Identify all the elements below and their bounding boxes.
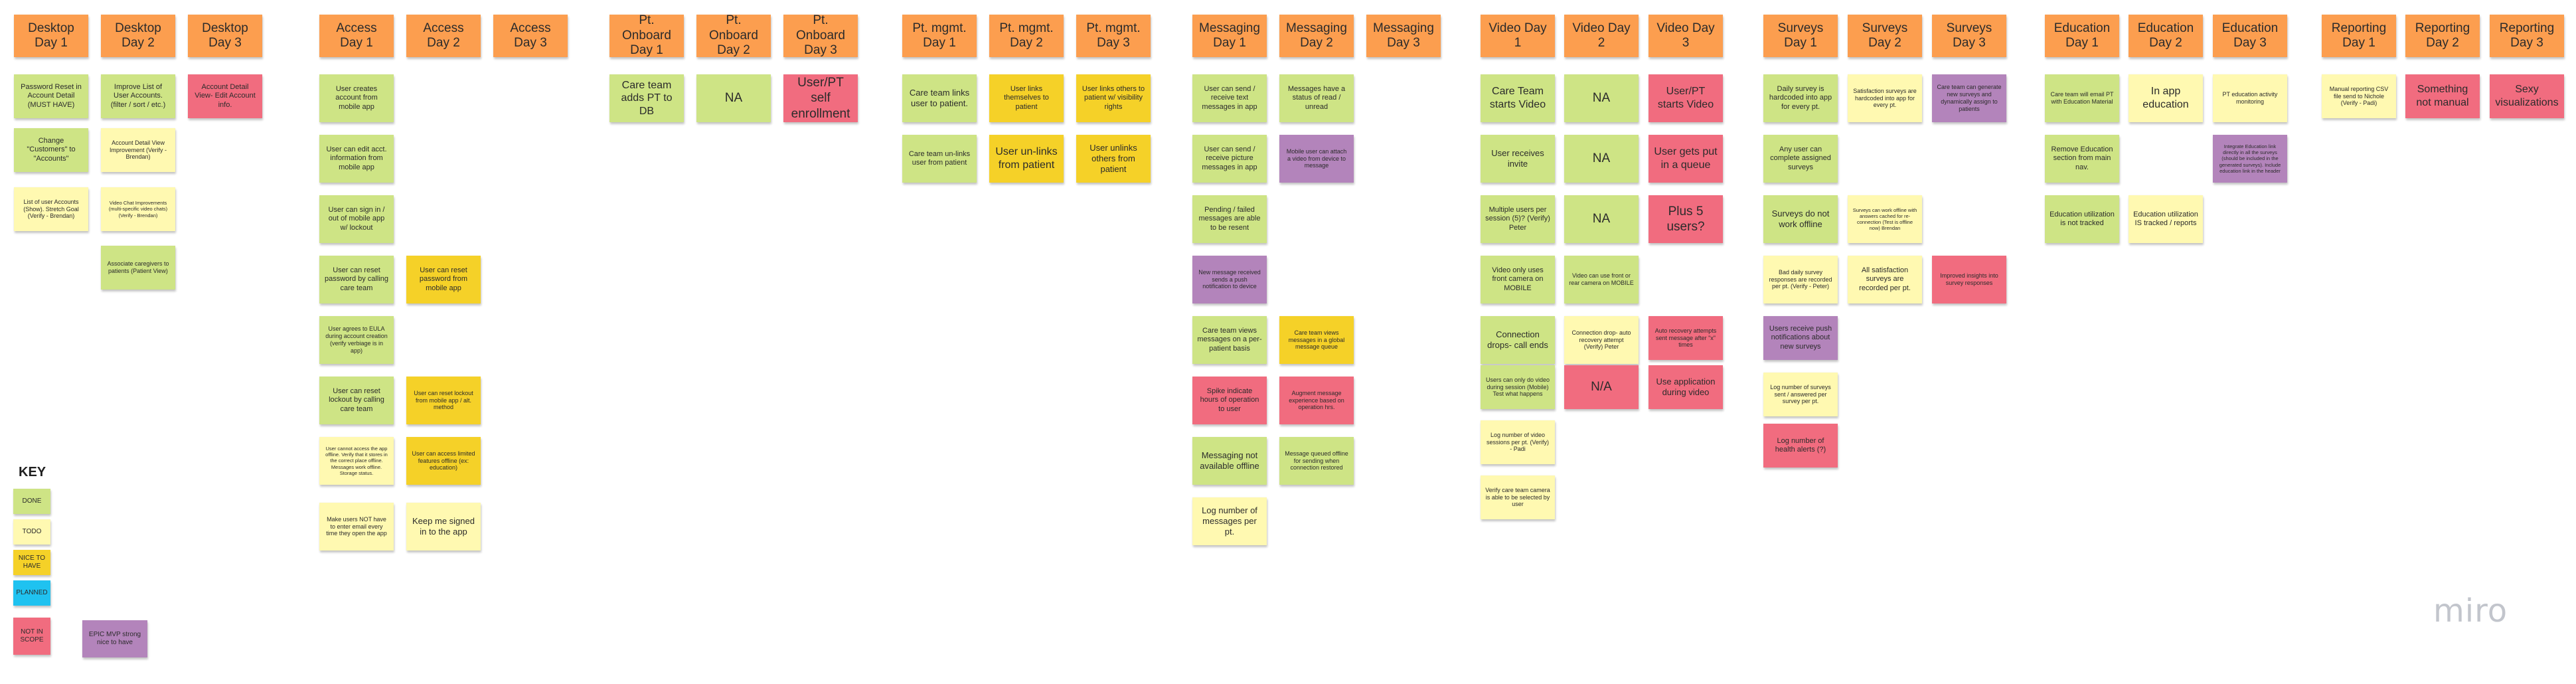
sticky-note[interactable]: NA [1564,135,1639,183]
sticky-note[interactable]: User can access limited features offline (ex: education) [406,437,481,485]
sticky-note[interactable]: Account Detail View Improvement (Verify - Brendan) [101,128,175,172]
sticky-note[interactable]: Care team un-links user from patient [902,135,977,183]
sticky-note[interactable]: PT education activity monitoring [2213,74,2287,122]
header-video-day-2[interactable]: Video Day 2 [1564,15,1639,57]
sticky-note[interactable]: User can sign in / out of mobile app w/ lockout [319,195,394,243]
key-label: NOT IN SCOPE [20,628,44,643]
header-reporting-day-1[interactable]: Reporting Day 1 [2322,15,2396,57]
sticky-note[interactable]: User unlinks others from patient [1076,135,1151,183]
sticky-note[interactable]: User can send / receive text messages in app [1192,74,1267,122]
sticky-note[interactable]: Connection drops- call ends [1481,316,1555,364]
sticky-note[interactable]: User can reset lockout by calling care team [319,377,394,424]
sticky-note[interactable]: Spike indicate hours of operation to user [1192,377,1267,424]
key-epic-mvp-swatch[interactable] [82,620,147,657]
header-access-day-1[interactable]: Access Day 1 [319,15,394,57]
sticky-note[interactable]: All satisfaction surveys are recorded per pt. [1848,256,1922,303]
key-planned-swatch[interactable] [13,580,50,606]
key-todo-swatch[interactable] [13,519,50,545]
sticky-note[interactable]: User can edit acct. information from mobile app [319,135,394,183]
sticky-note[interactable]: Associate caregivers to patients (Patient View) [101,246,175,290]
sticky-note[interactable]: NA [1564,195,1639,243]
sticky-note[interactable]: User creates account from mobile app [319,74,394,122]
sticky-note[interactable]: Care team links user to patient. [902,74,977,122]
sticky-note[interactable]: User un-links from patient [989,135,1064,183]
sticky-note[interactable]: User links themselves to patient [989,74,1064,122]
header-access-day-2[interactable]: Access Day 2 [406,15,481,57]
sticky-note[interactable]: Change "Customers" to "Accounts" [14,128,88,172]
key-not-in-scope-swatch[interactable] [13,618,50,655]
header-surveys-day-2[interactable]: Surveys Day 2 [1848,15,1922,57]
sticky-note[interactable]: Pending / failed messages are able to be resent [1192,195,1267,243]
header-messaging-day-2[interactable]: Messaging Day 2 [1279,15,1354,57]
sticky-note[interactable]: Plus 5 users? [1649,195,1723,243]
sticky-note[interactable]: Log number of surveys sent / answered per survey per pt. [1763,373,1838,416]
sticky-note[interactable]: User gets put in a queue [1649,135,1723,183]
header-surveys-day-3[interactable]: Surveys Day 3 [1932,15,2006,57]
header-pt-mgmt-day-2[interactable]: Pt. mgmt. Day 2 [989,15,1064,57]
sticky-note[interactable]: Daily survey is hardcoded into app for every pt. [1763,74,1838,122]
sticky-note[interactable]: N/A [1564,365,1639,409]
sticky-note[interactable]: Augment message experience based on operation hrs. [1279,377,1354,424]
header-video-day-3[interactable]: Video Day 3 [1649,15,1723,57]
sticky-note[interactable]: Care team can generate new surveys and dynamically assign to patients [1932,74,2006,122]
key-label: PLANNED [16,588,48,596]
sticky-note[interactable]: Video Chat Improvements (multi-specific video chats) (Verify - Brendan) [101,187,175,231]
key-label: EPIC MVP strong nice to have [88,630,141,646]
sticky-note[interactable]: Use application during video [1649,365,1723,409]
sticky-note[interactable]: Message queued offline for sending when connection restored [1279,437,1354,485]
sticky-note[interactable]: Improve List of User Accounts. (filter / sort / etc.) [101,74,175,118]
header-reporting-day-3[interactable]: Reporting Day 3 [2490,15,2564,57]
sticky-note[interactable]: Verify care team camera is able to be selected by user [1481,475,1555,519]
sticky-note[interactable]: User can reset lockout from mobile app / alt. method [406,377,481,424]
key-label: NICE TO HAVE [18,554,46,570]
header-pt-onboard-day-2[interactable]: Pt. Onboard Day 2 [696,15,771,57]
sticky-note[interactable]: Manual reporting CSV file send to Nichole (Verify - Padi) [2322,74,2396,118]
header-messaging-day-3[interactable]: Messaging Day 3 [1366,15,1441,57]
header-education-day-2[interactable]: Education Day 2 [2129,15,2203,57]
sticky-note[interactable]: Users can only do video during session (Mobile) Test what happens [1481,365,1555,409]
sticky-note[interactable]: Care team will email PT with Education Material [2045,74,2119,122]
sticky-note[interactable]: Keep me signed in to the app [406,503,481,551]
sticky-note[interactable]: Care team adds PT to DB [609,74,684,122]
sticky-note[interactable]: Education utilization is not tracked [2045,195,2119,243]
sticky-note[interactable]: Surveys can work offline with answers cached for re-connection (Test is offline now) Brendan [1848,195,1922,243]
key-title: KEY [19,465,46,479]
sticky-note[interactable]: Improved insights into survey responses [1932,256,2006,303]
header-desktop-day-3[interactable]: Desktop Day 3 [188,15,262,57]
sticky-note[interactable]: Messages have a status of read / unread [1279,74,1354,122]
header-messaging-day-1[interactable]: Messaging Day 1 [1192,15,1267,57]
sticky-note[interactable]: Care team views messages on a per-patient basis [1192,316,1267,364]
key-label: TODO [22,527,42,535]
sticky-note[interactable]: Auto recovery attempts sent message after "x" times [1649,316,1723,360]
sticky-note[interactable]: Any user can complete assigned surveys [1763,135,1838,183]
sticky-note[interactable]: Connection drop- auto recovery attempt (Verify) Peter [1564,316,1639,364]
key-nice-to-have-swatch[interactable] [13,550,50,575]
header-pt-onboard-day-3[interactable]: Pt. Onboard Day 3 [783,15,858,57]
sticky-note[interactable]: User agrees to EULA during account creation (verify verbiage is in app) [319,316,394,364]
sticky-note[interactable]: Education utilization IS tracked / reports [2129,195,2203,243]
sticky-note[interactable]: User cannot access the app offline. Verify that it stores in the correct place offline. Messages work offline. Storage status. [319,437,394,485]
sticky-note[interactable]: User can reset password from mobile app [406,256,481,303]
sticky-note[interactable]: Users receive push notifications about new surveys [1763,316,1838,360]
sticky-note[interactable]: Multiple users per session (5)? (Verify) Peter [1481,195,1555,243]
header-pt-onboard-day-1[interactable]: Pt. Onboard Day 1 [609,15,684,57]
sticky-note[interactable]: NA [1564,74,1639,122]
header-pt-mgmt-day-3[interactable]: Pt. mgmt. Day 3 [1076,15,1151,57]
sticky-note[interactable]: User/PT self enrollment [783,74,858,122]
sticky-note[interactable]: Video can use front or rear camera on MOBILE [1564,256,1639,303]
sticky-note[interactable]: User can reset password by calling care team [319,256,394,303]
sticky-note[interactable]: Password Reset in Account Detail (MUST HAVE) [14,74,88,118]
key-done-swatch[interactable] [13,489,50,514]
miro-logo: miro [2433,592,2508,630]
sticky-note[interactable]: Log number of video sessions per pt. (Verify) - Padi [1481,420,1555,464]
sticky-note[interactable]: NA [696,74,771,122]
sticky-note[interactable]: User/PT starts Video [1649,74,1723,122]
sticky-note[interactable]: Messaging not available offline [1192,437,1267,485]
sticky-note[interactable]: Satisfaction surveys are hardcoded into app for every pt. [1848,74,1922,122]
sticky-note[interactable]: Account Detail View- Edit Account info. [188,74,262,118]
sticky-note[interactable]: Something not manual [2405,74,2480,118]
sticky-note[interactable]: User can send / receive picture messages in app [1192,135,1267,183]
header-surveys-day-1[interactable]: Surveys Day 1 [1763,15,1838,57]
header-pt-mgmt-day-1[interactable]: Pt. mgmt. Day 1 [902,15,977,57]
key-label: DONE [22,497,42,505]
sticky-note[interactable]: Log number of messages per pt. [1192,497,1267,545]
sticky-note[interactable]: In app education [2129,74,2203,122]
sticky-note[interactable]: List of user Accounts (Show). Stretch Goal (Verify - Brendan) [14,187,88,231]
header-reporting-day-2[interactable]: Reporting Day 2 [2405,15,2480,57]
sticky-note[interactable]: User receives invite [1481,135,1555,183]
sticky-note[interactable]: Integrate Education link directly in all the surveys (should be included in the generated surveys). Include education link in the header [2213,135,2287,183]
sticky-note[interactable]: Care Team starts Video [1481,74,1555,122]
sticky-note[interactable]: Video only uses front camera on MOBILE [1481,256,1555,303]
sticky-note[interactable]: Remove Education section from main nav. [2045,135,2119,183]
sticky-note[interactable]: Log number of health alerts (?) [1763,424,1838,468]
header-access-day-3[interactable]: Access Day 3 [493,15,568,57]
sticky-note[interactable]: User links others to patient w/ visibility rights [1076,74,1151,122]
sticky-note[interactable]: Bad daily survey responses are recorded per pt. (Verify - Peter) [1763,256,1838,303]
sticky-note[interactable]: Care team views messages in a global message queue [1279,316,1354,364]
header-education-day-3[interactable]: Education Day 3 [2213,15,2287,57]
sticky-note[interactable]: Make users NOT have to enter email every time they open the app [319,503,394,551]
sticky-note[interactable]: Mobile user can attach a video from device to message [1279,135,1354,183]
header-desktop-day-1[interactable]: Desktop Day 1 [14,15,88,57]
header-education-day-1[interactable]: Education Day 1 [2045,15,2119,57]
header-desktop-day-2[interactable]: Desktop Day 2 [101,15,175,57]
sticky-note[interactable]: Sexy visualizations [2490,74,2564,118]
sticky-note[interactable]: New message received sends a push notification to device [1192,256,1267,303]
sticky-note[interactable]: Surveys do not work offline [1763,195,1838,243]
header-video-day-1[interactable]: Video Day 1 [1481,15,1555,57]
